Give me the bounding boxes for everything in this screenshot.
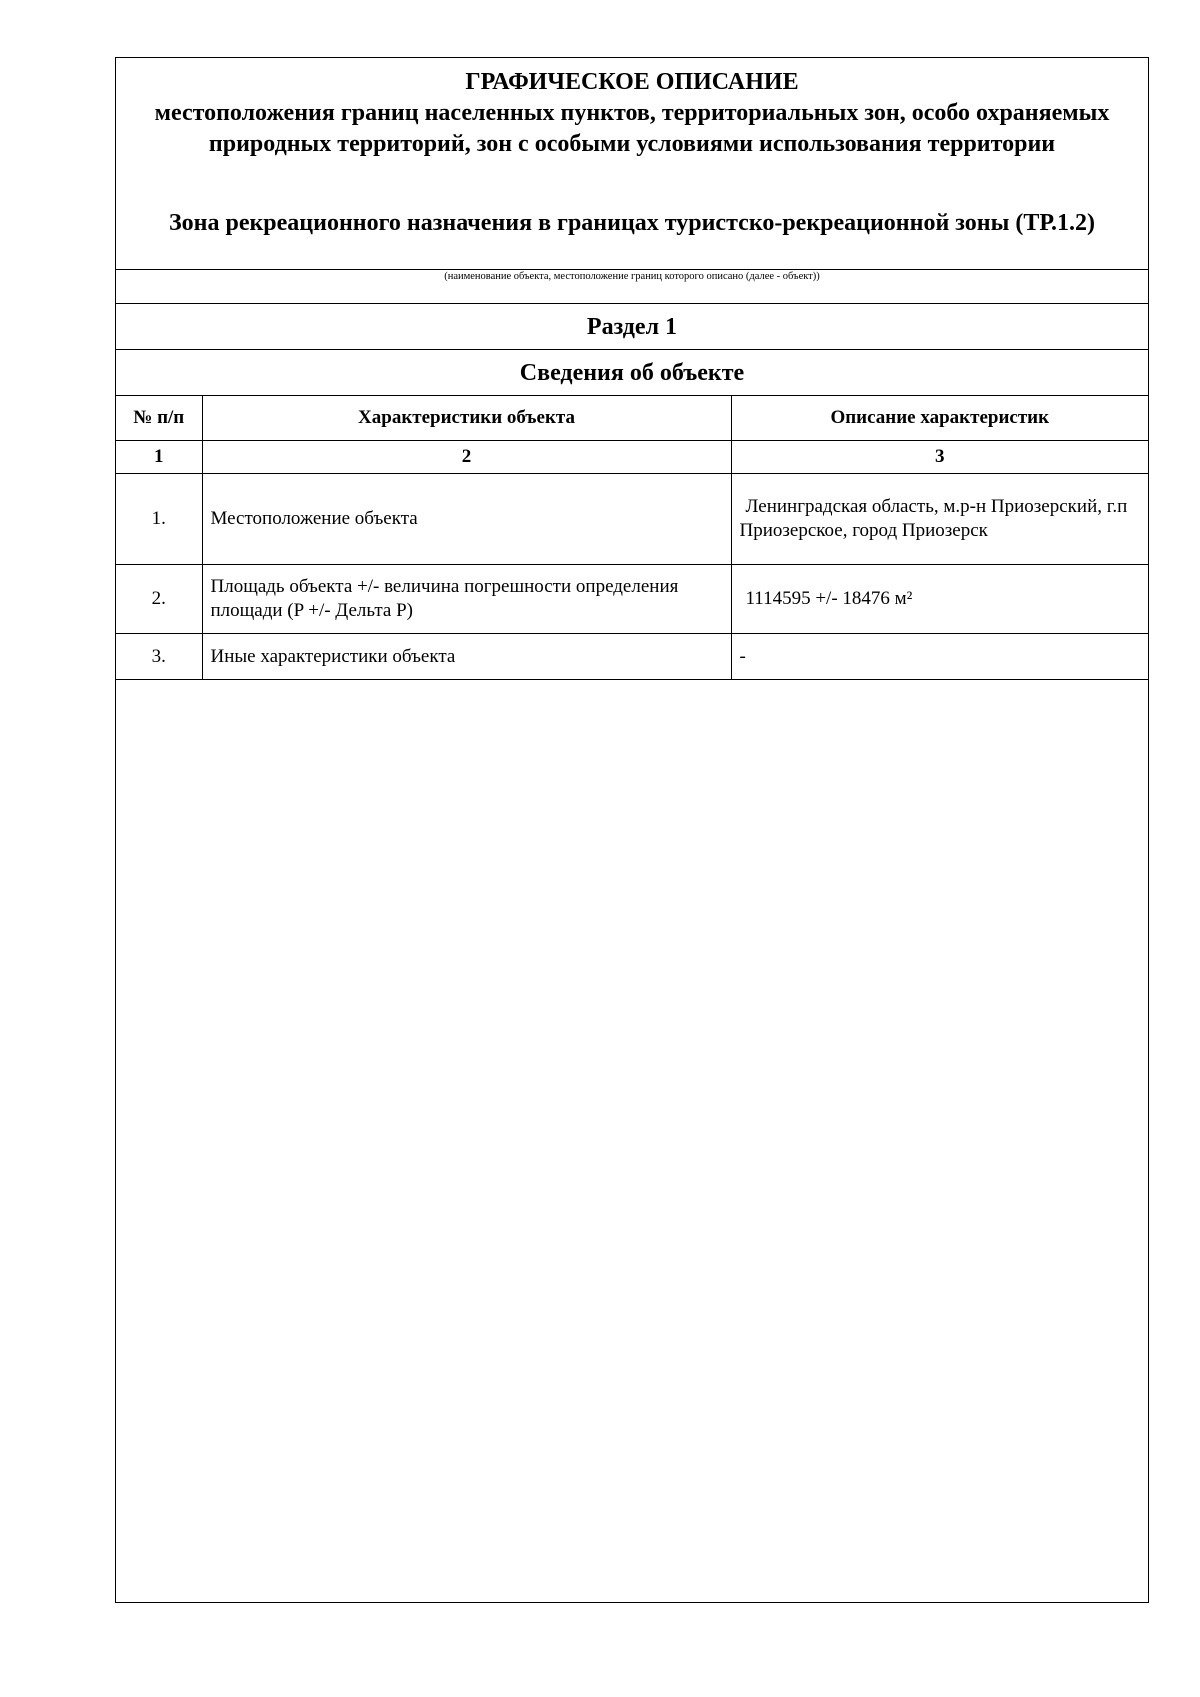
- table-row: [116, 565, 1148, 634]
- object-info-table: [116, 396, 1148, 680]
- row-characteristic: Местоположение объекта: [202, 474, 731, 565]
- row-number: 2.: [116, 565, 202, 634]
- row-characteristic: Иные характеристики объекта: [202, 634, 731, 680]
- column-number: 1: [116, 441, 202, 474]
- object-name: Зона рекреационного назначения в границах туристско-рекреационной зоны (ТР.1.2): [168, 210, 1096, 236]
- header-number: № п/п: [116, 396, 202, 441]
- table-row: [116, 474, 1148, 565]
- table-header-row: [116, 396, 1148, 441]
- row-characteristic: Площадь объекта +/- величина погрешности определения площади (P +/- Дельта P): [202, 565, 731, 634]
- row-description: -: [731, 634, 1148, 680]
- row-number: 3.: [116, 634, 202, 680]
- row-number: 1.: [116, 474, 202, 565]
- column-number: 3: [731, 441, 1148, 474]
- row-description-text: 1114595 +/- 18476 м²: [745, 588, 913, 609]
- row-description: [731, 474, 1148, 565]
- section-title: Сведения об объекте: [116, 350, 1148, 396]
- document-subtitle: местоположения границ населенных пунктов, территориальных зон, особо охраняемых природных территорий, зон с особыми условиями использования территории: [154, 100, 1110, 157]
- document-title: ГРАФИЧЕСКОЕ ОПИСАНИЕ: [465, 69, 799, 95]
- column-number: 2: [202, 441, 731, 474]
- header-description: Описание характеристик: [731, 396, 1148, 441]
- table-row: [116, 634, 1148, 680]
- row-description: [731, 565, 1148, 634]
- row-description-text: Ленинградская область, м.р-н Приозерский, г.п Приозерское, город Приозерск: [739, 496, 1128, 541]
- object-name-caption: (наименование объекта, местоположение границ которого описано (далее - объект)): [444, 271, 820, 282]
- document-header: [116, 58, 1148, 270]
- document-frame: [115, 57, 1149, 1603]
- object-name-caption-row: [116, 270, 1148, 304]
- section-label: Раздел 1: [116, 304, 1148, 350]
- header-characteristic: Характеристики объекта: [202, 396, 731, 441]
- column-number-row: [116, 441, 1148, 474]
